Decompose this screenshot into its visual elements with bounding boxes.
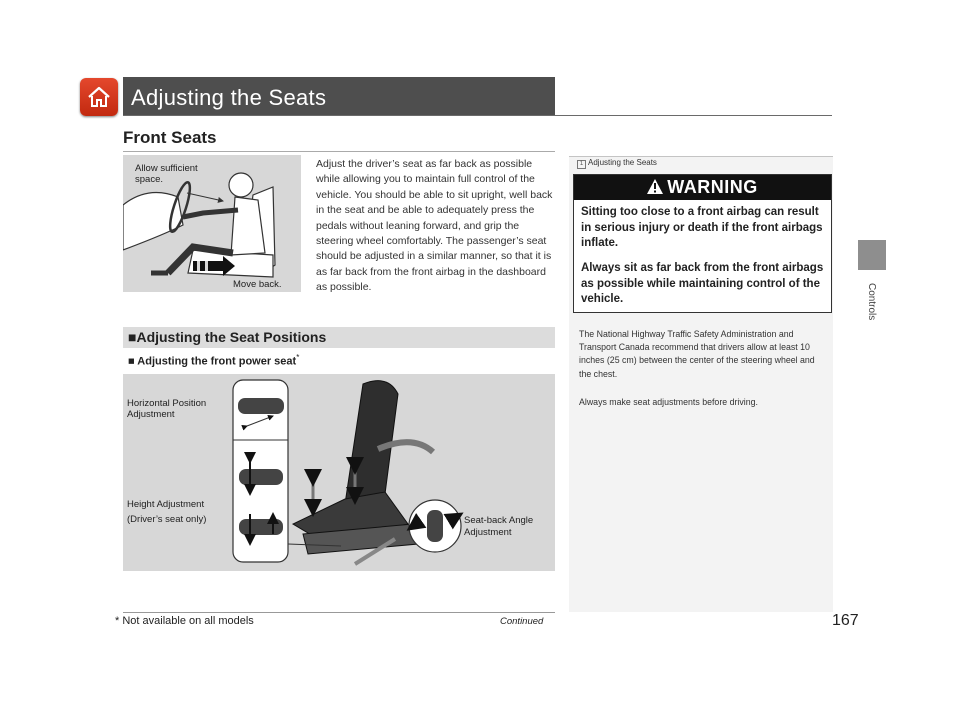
notes-heading: 1 Adjusting the Seats: [577, 158, 657, 169]
section-title: Front Seats: [123, 128, 217, 147]
title-divider: [123, 115, 832, 116]
power-seat-figure: [123, 374, 555, 571]
horizontal-label-2: Adjustment: [127, 409, 175, 420]
notes-heading-bar: [569, 156, 833, 168]
horizontal-label-1: Horizontal Position: [127, 398, 207, 409]
section-divider: [123, 151, 555, 152]
page-title: Adjusting the Seats: [131, 85, 327, 110]
subsection-header: [123, 327, 555, 348]
seatback-label-1: Seat-back Angle: [464, 515, 534, 526]
height-label-2: (Driver’s seat only): [127, 514, 207, 525]
warning-label: WARNING: [667, 177, 758, 197]
subsection-title: ■Adjusting the Seat Positions: [128, 329, 327, 345]
height-label-1: Height Adjustment: [127, 499, 205, 510]
driver-position-figure: [123, 155, 301, 292]
availability-marker: *: [296, 353, 300, 362]
page-number: 167: [832, 612, 859, 629]
adjust-before-driving-note: Always make seat adjustments before driving.: [579, 397, 758, 407]
warning-text-1: Sitting too close to a front airbag can result in serious injury or death if the front airbags inflate.: [581, 206, 823, 249]
power-seat-heading-text: ■ Adjusting the front power seat: [128, 355, 297, 368]
warning-header: [574, 175, 831, 200]
home-icon[interactable]: [80, 78, 118, 116]
allow-space-label: Allow sufficient space.: [135, 163, 198, 185]
seat-position-paragraph: Adjust the driver’s seat as far back as possible while allowing you to maintain full control of the vehicle. You should be able to sit upright, well back in the seat and be able to adequately press the pedals without leaning forward, and grip the steering wheel comfortably. The passenger’s seat should be adjusted in a similar manner, so that it is as far back from the front airbag in the dashboard as possible.: [316, 158, 553, 294]
nhtsa-note: The National Highway Traffic Safety Administration and Transport Canada recommend that drivers allow at least 10 inches (25 cm) between the center of the steering wheel and the chest.: [579, 329, 815, 379]
warning-triangle-icon: [647, 179, 663, 194]
warning-text-2: Always sit as far back from the front airbags as possible while maintaining control of the vehicle.: [581, 262, 824, 305]
continued-label: Continued: [500, 616, 544, 627]
title-bar: [123, 77, 555, 115]
chapter-label: Controls: [866, 283, 877, 321]
move-back-label: Move back.: [233, 279, 282, 290]
footer-divider: [123, 612, 555, 613]
footnote: * Not available on all models: [115, 615, 254, 627]
chapter-tab[interactable]: [858, 240, 886, 270]
warning-box: [573, 174, 832, 313]
seatback-label-2: Adjustment: [464, 527, 512, 538]
power-seat-heading: [128, 353, 299, 368]
